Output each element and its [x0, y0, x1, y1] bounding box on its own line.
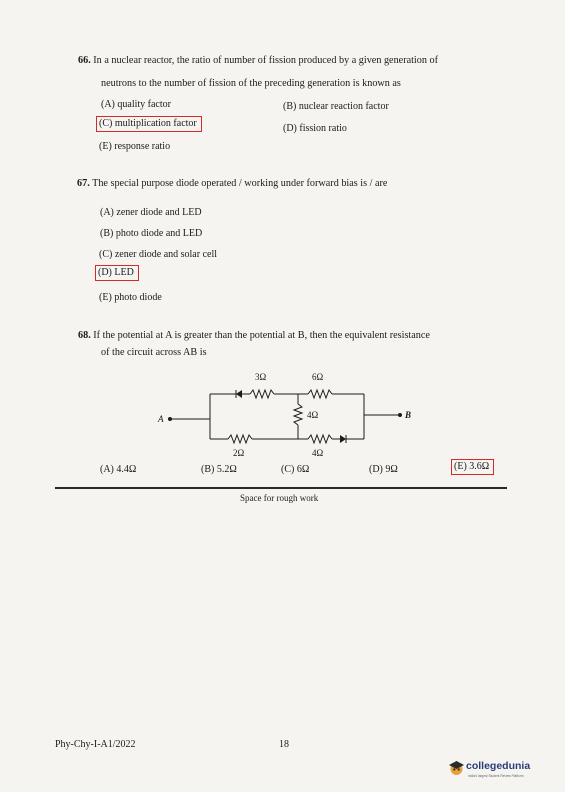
question-66-text-line2: neutrons to the number of fission of the preceding generation is known as — [101, 78, 401, 89]
resistor-6-label: 6Ω — [312, 372, 324, 382]
graduation-cap-icon — [448, 759, 465, 776]
resistor-2-label: 2Ω — [233, 448, 245, 458]
logo-tagline: India's largest Student Review Platform — [468, 774, 524, 778]
q68-option-d[interactable]: (D) 9Ω — [369, 464, 398, 475]
q66-option-b[interactable]: (B) nuclear reaction factor — [283, 101, 389, 112]
q67-option-a[interactable]: (A) zener diode and LED — [100, 207, 202, 218]
q67-option-d-highlighted[interactable]: (D) LED — [95, 265, 139, 281]
q66-option-e[interactable]: (E) response ratio — [99, 141, 171, 152]
q66-option-d[interactable]: (D) fission ratio — [283, 123, 347, 134]
collegedunia-logo — [448, 758, 548, 784]
q66-option-c-highlighted[interactable]: (C) multiplication factor — [96, 116, 202, 132]
rough-work-label: Space for rough work — [240, 493, 319, 503]
q67-option-b[interactable]: (B) photo diode and LED — [100, 228, 203, 239]
question-66-number: 66. — [78, 55, 91, 66]
question-67-number: 67. — [77, 178, 90, 189]
q66-option-a[interactable]: (A) quality factor — [101, 99, 171, 110]
q68-option-e-highlighted[interactable]: (E) 3.6Ω — [451, 459, 494, 475]
footer-page-number: 18 — [279, 739, 289, 750]
q68-option-c[interactable]: (C) 6Ω — [281, 464, 310, 475]
question-67-line — [77, 178, 387, 189]
question-66-text-line1: In a nuclear reactor, the ratio of number of fission produced by a given generation of — [93, 55, 438, 66]
question-68-line1 — [78, 330, 430, 341]
q67-option-c[interactable]: (C) zener diode and solar cell — [99, 249, 218, 260]
node-b-label: B — [405, 410, 412, 420]
q67-option-e[interactable]: (E) photo diode — [99, 292, 162, 303]
logo-brand-text: collegedunia — [466, 760, 531, 772]
footer-paper-code: Phy-Chy-I-A1/2022 — [55, 739, 136, 750]
q68-option-b[interactable]: (B) 5.2Ω — [201, 464, 237, 475]
rough-work-divider — [55, 487, 507, 489]
resistor-4-middle-label: 4Ω — [307, 410, 319, 420]
question-68-text-line2: of the circuit across AB is — [101, 347, 207, 358]
node-a-label: A — [158, 414, 164, 424]
circuit-diagram — [150, 368, 430, 460]
resistor-3-label: 3Ω — [255, 372, 267, 382]
question-68-text-line1: If the potential at A is greater than the potential at B, then the equivalent resistance — [93, 330, 430, 341]
question-67-text: The special purpose diode operated / working under forward bias is / are — [92, 178, 388, 189]
q68-option-a[interactable]: (A) 4.4Ω — [100, 464, 137, 475]
question-68-number: 68. — [78, 330, 91, 341]
question-66-line1 — [78, 55, 438, 66]
resistor-4-bottom-label: 4Ω — [312, 448, 324, 458]
